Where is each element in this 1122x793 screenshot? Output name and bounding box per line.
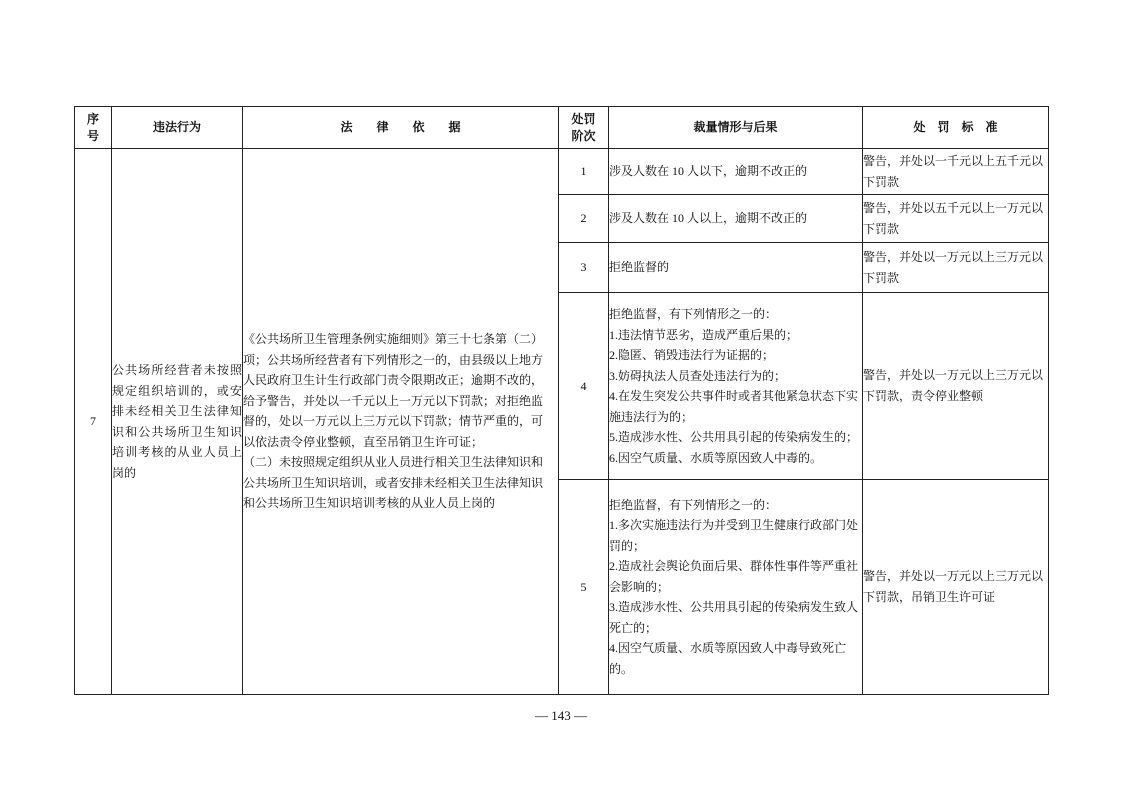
circumstance-line: 拒绝监督，有下列情形之一的： [609,497,778,512]
penalty-standard: 警告，并处以一万元以上三万元以下罚款，责令停业整顿 [863,368,1044,403]
header-circumstances-label: 裁量情形与后果 [693,120,778,134]
penalty-level: 2 [580,211,587,226]
circumstance-line: 6.因空气质量、水质等原因致人中毒的。 [609,450,823,465]
circumstance-line: 4.在发生突发公共事件时或者其他紧急状态下实施违法行为的； [609,389,859,424]
penalty-standard: 警告，并处以一万元以上三万元以下罚款 [863,249,1044,285]
penalty-level-cell [559,293,609,480]
penalty-standard-cell [863,195,1049,243]
header-penalty-standard-label: 处 罚 标 准 [913,120,998,134]
header-penalty-standard [863,107,1049,149]
circumstance-line: 5.造成涉水性、公共用具引起的传染病发生的； [609,430,859,444]
penalty-standard-cell [863,293,1049,480]
page-number: — 143 — [535,708,587,723]
header-legal-basis-label: 法 律 依 据 [340,120,461,134]
circumstance-line: 涉及人数在 10 人以上，逾期不改正的 [609,211,808,226]
circumstances-cell [609,149,863,195]
circumstance-line: 涉及人数在 10 人以下，逾期不改正的 [609,164,808,179]
violation-cell [112,149,243,695]
penalty-standard: 警告，并处以一万元以上三万元以下罚款，吊销卫生许可证 [863,569,1044,604]
penalty-standard: 警告，并处以五千元以上一万元以下罚款 [863,200,1044,236]
penalty-table [74,106,1049,695]
header-violation-label: 违法行为 [152,120,201,134]
penalty-level: 1 [580,164,587,179]
entry-number: 7 [90,414,96,429]
header-legal-basis [243,107,559,149]
header-penalty-level [559,107,609,149]
circumstance-line: 拒绝监督的 [609,260,670,275]
penalty-standard: 警告，并处以一千元以上五千元以下罚款 [863,153,1044,189]
penalty-level: 3 [580,260,587,275]
penalty-level-cell [559,480,609,695]
penalty-level: 5 [580,579,587,594]
circumstances-cell [609,195,863,243]
table-row [75,149,1049,195]
header-circumstances [609,107,863,149]
penalty-standard-cell [863,243,1049,293]
penalty-standard-cell [863,149,1049,195]
circumstances-cell [609,243,863,293]
penalty-level-cell [559,243,609,293]
circumstance-line: 拒绝监督，有下列情形之一的： [609,307,778,321]
header-number-label: 序号 [86,111,99,143]
circumstances-cell [609,480,863,695]
violation-text: 公共场所经营者未按照规定组织培训的，或安排未经相关卫生法律知识和公共场所卫生知识培训考核的从业人员上岗的 [112,363,242,480]
penalty-level: 4 [580,378,587,393]
circumstance-line: 3.造成涉水性、公共用具引起的传染病发生致人死亡的； [609,600,859,635]
legal-basis-cell [243,149,559,695]
circumstance-line: 3.妨碍执法人员查处违法行为的； [609,368,787,383]
penalty-level-cell [559,195,609,243]
circumstance-line: 1.多次实施违法行为并受到卫生健康行政部门处罚的； [609,518,859,553]
circumstances-cell [609,293,863,480]
circumstance-line: 1.违法情节恶劣，造成严重后果的； [609,327,799,342]
penalty-level-cell [559,149,609,195]
circumstance-line: 2.造成社会舆论负面后果、群体性事件等严重社会影响的； [609,559,859,594]
circumstance-line: 4.因空气质量、水质等原因致人中毒导致死亡的。 [609,641,847,676]
header-number [75,107,112,149]
table-header-row [75,107,1049,149]
penalty-standard-cell [863,480,1049,695]
header-penalty-level-label: 处罚阶次 [571,111,596,143]
header-violation [112,107,243,149]
entry-number-cell [75,149,112,695]
legal-basis-paragraph: （二）未按照规定组织从业人员进行相关卫生法律知识和公共场所卫生知识培训，或者安排未经相关卫生法律知识和公共场所卫生知识培训考核的从业人员上岗的 [243,455,544,511]
circumstance-line: 2.隐匿、销毁违法行为证据的； [609,348,775,362]
legal-basis-paragraph: 《公共场所卫生管理条例实施细则》第三十七条第（二）项；公共场所经营者有下列情形之一的，由县级以上地方人民政府卫生计生行政部门责令限期改正；逾期不改的，给予警告，并处以一千元以上一万元以下罚款；对拒绝监督的，处以一万元以上三万元以下罚款；情节严重的，可以依法责令停业整顿，直至吊销卫生许可证； [243,332,544,449]
